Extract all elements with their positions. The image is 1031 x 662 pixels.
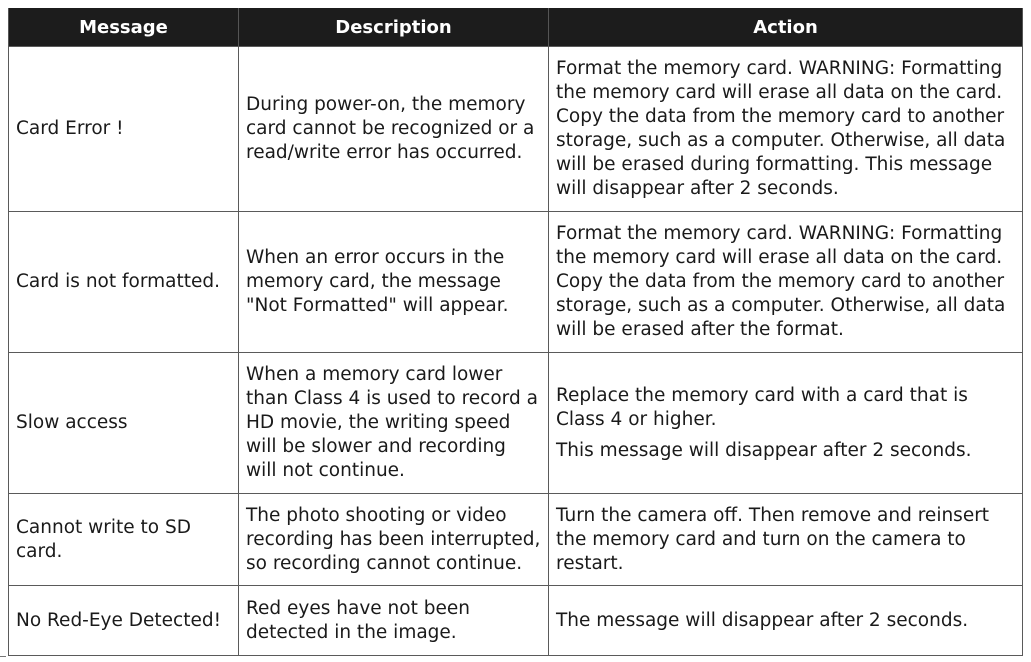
- table-row: [9, 47, 1023, 212]
- message-cell: No Red-Eye Detected!: [9, 586, 239, 656]
- description-cell: The photo shooting or video recording has been interrupted, so recording cannot continue.: [239, 494, 549, 586]
- action-text: Replace the memory card with a card that is Class 4 or higher.: [556, 384, 968, 430]
- header-action: Action: [549, 8, 1023, 47]
- page-edge-mark: [0, 656, 6, 657]
- table-row: [9, 212, 1023, 353]
- action-text: This message will disappear after 2 seconds.: [556, 439, 972, 461]
- table-row: [9, 353, 1023, 494]
- description-cell: When an error occurs in the memory card, the message "Not Formatted" will appear.: [239, 212, 549, 353]
- description-cell: When a memory card lower than Class 4 is used to record a HD movie, the writing speed will be slower and recording will not continue.: [239, 353, 549, 494]
- message-table-container: [8, 8, 1022, 656]
- description-cell: During power-on, the memory card cannot be recognized or a read/write error has occurred.: [239, 47, 549, 212]
- action-cell: [549, 212, 1023, 353]
- message-cell: Slow access: [9, 353, 239, 494]
- action-text: Format the memory card. WARNING: Formatting the memory card will erase all data on the card. Copy the data from the memory card to another storage, such as a computer. Otherwise, all data will be erased after the format.: [556, 223, 1006, 340]
- message-cell: Card Error !: [9, 47, 239, 212]
- action-text: The message will disappear after 2 seconds.: [556, 609, 969, 631]
- table-row: [9, 494, 1023, 586]
- table-row: [9, 586, 1023, 656]
- action-cell: [549, 494, 1023, 586]
- action-cell: [549, 47, 1023, 212]
- message-cell: Card is not formatted.: [9, 212, 239, 353]
- message-cell: Cannot write to SD card.: [9, 494, 239, 586]
- description-cell: Red eyes have not been detected in the image.: [239, 586, 549, 656]
- action-cell: [549, 586, 1023, 656]
- action-text: Turn the camera off. Then remove and reinsert the memory card and turn on the camera to restart.: [556, 504, 990, 574]
- action-cell: [549, 353, 1023, 494]
- action-text: Format the memory card. WARNING: Formatting the memory card will erase all data on the card. Copy the data from the memory card to another storage, such as a computer. Otherwise, all data will be erased during formatting. This message will disappear after 2 seconds.: [556, 58, 1006, 199]
- header-row: [9, 8, 1023, 47]
- header-message: Message: [9, 8, 239, 47]
- message-table: [8, 8, 1023, 656]
- header-description: Description: [239, 8, 549, 47]
